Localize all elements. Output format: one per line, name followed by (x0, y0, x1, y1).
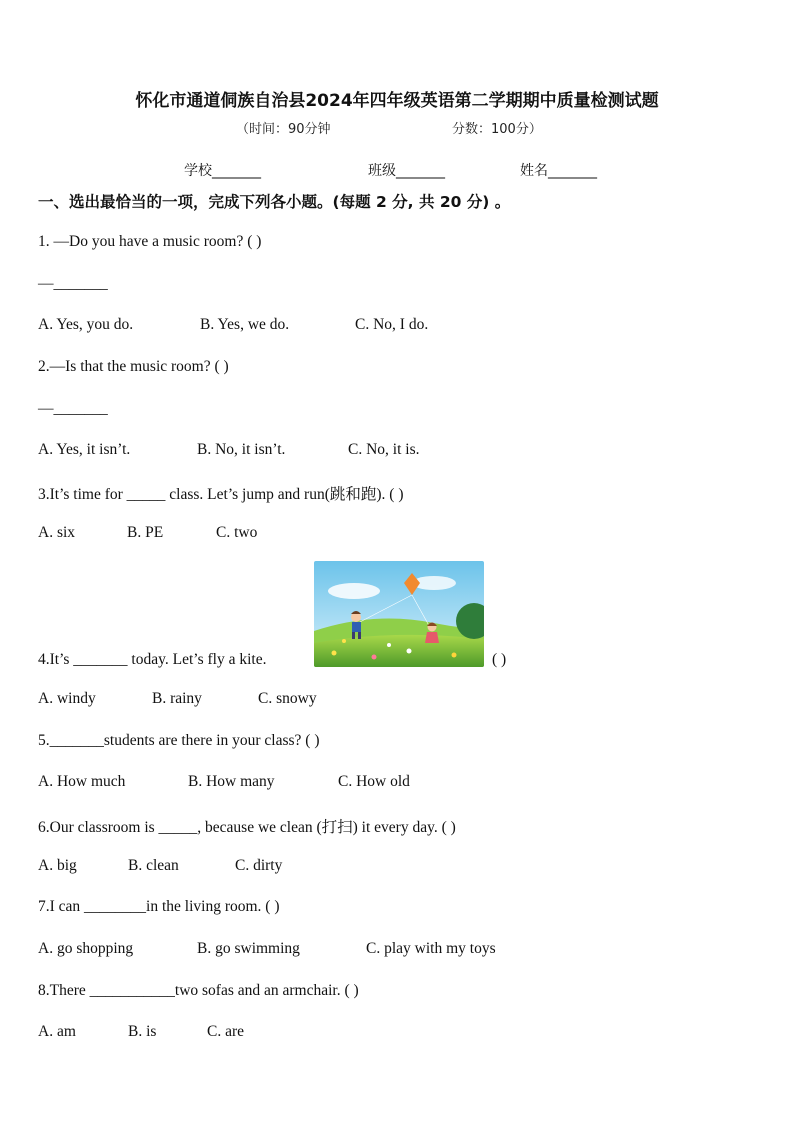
question-5-option-c: C. How old (338, 773, 410, 790)
question-1-option-b: B. Yes, we do. (200, 316, 290, 333)
question-4-option-a: A. windy (38, 690, 96, 707)
question-7-option-a: A. go shopping (38, 940, 134, 957)
question-6-option-a: A. big (38, 857, 77, 874)
question-4-option-b: B. rainy (152, 690, 202, 707)
question-2-option-c: C. No, it is. (348, 441, 420, 458)
question-7-option-c: C. play with my toys (366, 940, 496, 957)
question-8-option-a: A. am (38, 1023, 76, 1040)
question-8-option-c: C. are (207, 1023, 245, 1040)
question-2-stem: 2.—Is that the music room? ( ) (38, 358, 229, 375)
question-8-option-b: B. is (128, 1023, 157, 1040)
question-1-stem: 1. —Do you have a music room? ( ) (38, 233, 262, 250)
question-3-option-a: A. six (38, 524, 76, 541)
question-5-stem: 5._______students are there in your class? ( ) (38, 732, 320, 749)
children-flying-kite-image (314, 561, 484, 667)
question-6-option-b: B. clean (128, 857, 179, 874)
question-6-stem: 6.Our classroom is _____, because we clean (打扫) it every day. ( ) (38, 819, 456, 836)
name-field: 姓名_______ (520, 163, 597, 179)
question-4-answer-paren: ( ) (492, 651, 507, 668)
exam-time: （时间：90分钟 (236, 122, 331, 137)
question-1-answer-line: —_______ (38, 275, 108, 292)
question-3-option-b: B. PE (127, 524, 164, 541)
kite-illustration (314, 561, 484, 667)
section-heading: 一、选出最恰当的一项，完成下列各小题。(每题 2 分, 共 20 分) 。 (38, 193, 511, 211)
question-4-option-c: C. snowy (258, 690, 317, 707)
question-4-stem: 4.It’s _______ today. Let’s fly a kite. (38, 651, 267, 668)
question-2-answer-line: —_______ (38, 400, 108, 417)
question-8-stem: 8.There ___________two sofas and an armchair. ( ) (38, 982, 359, 999)
question-7-option-b: B. go swimming (197, 940, 300, 957)
question-5-option-b: B. How many (188, 773, 275, 790)
question-6-option-c: C. dirty (235, 857, 283, 874)
question-3-option-c: C. two (216, 524, 258, 541)
question-5-option-a: A. How much (38, 773, 126, 790)
question-2-option-b: B. No, it isn’t. (197, 441, 286, 458)
class-field: 班级_______ (368, 163, 445, 179)
exam-title: 怀化市通道侗族自治县2024年四年级英语第二学期期中质量检测试题 (135, 91, 659, 111)
question-1-option-c: C. No, I do. (355, 316, 429, 333)
exam-score: 分数：100分） (452, 122, 542, 137)
question-1-option-a: A. Yes, you do. (38, 316, 134, 333)
question-3-stem: 3.It’s time for _____ class. Let’s jump and run(跳和跑). ( ) (38, 486, 404, 503)
school-field: 学校_______ (184, 163, 261, 179)
question-2-option-a: A. Yes, it isn’t. (38, 441, 131, 458)
question-7-stem: 7.I can ________in the living room. ( ) (38, 898, 280, 915)
